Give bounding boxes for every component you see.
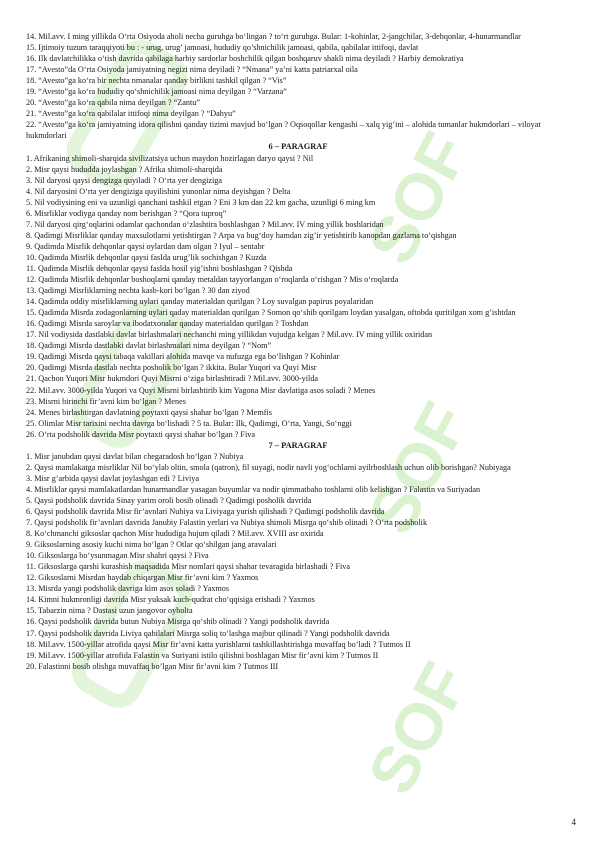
section7-question-list: [26, 451, 570, 672]
question-line: 16. Qadimgi Misrda saroylar va ibodatxonalar qanday materialdan qurilgan ? Toshdan: [26, 319, 309, 329]
question-line: 2. Qaysi mamlakatga misrliklar Nil bo‘ylab oltin, smola (qatron), fil suyagi, nodir navli yog‘ochlarni ayilrboshlash uchun olib borishgan? Nubiyaga: [26, 462, 511, 472]
question-line: 14. Kimni hukmronligi davrida Misr yuksak kuch-qudrat cho‘qqisiga erishadi ? Yaxmos: [26, 595, 315, 605]
question-line: 6. Misrliklar vodiyga qanday nom berishgan ? “Qora tuproq”: [26, 208, 227, 218]
question-line: 17. “Avesto”da O‘rta Osiyoda jamiyatning negizi nima deyiladi ? “Nmana” ya’ni katta patriarxal oila: [26, 65, 358, 75]
question-line: 6. Qaysi podsholik davrida Misr fir’avnlari Nubiya va Liviyaga yurish qilishadi ? Qadimgi podsholik davrida: [26, 507, 385, 517]
question-line: 7. Nil daryosi qirg‘oqlarini odamlar qachondan o‘zlashtira boshlashgan ? Mil.avv. IV ming yillik boshlaridan: [26, 219, 384, 229]
question-line: 16. Ilk davlatchilikka o‘tish davrida qabilaga harbiy sardorlar boshchilik qilgan boshqaruv shakli nima deyiladi ? Harbiy demokratiya: [26, 54, 464, 64]
question-line: 12. Qadimda Misrlik dehqonlar boshoqlarni qanday metaldan tayyorlangan o‘roqlarda o‘rishgan ? Mis o‘roqlarda: [26, 275, 399, 285]
question-line: 10. Qadimda Misrlik dehqonlar qaysi fasIda urug’lik sochishgan ? Kuzda: [26, 252, 267, 262]
question-line: 26. O‘rta podsholik davrida Misr poytaxti qaysi shahar bo‘lgan ? Fiva: [26, 429, 255, 439]
question-line: 5. Qaysi podsholik davrida Sinay yarim oroli bosib olinadi ? Qadimgi posholik davrida: [26, 495, 312, 505]
question-line: 2. Misr qaysi hududda joylashgan ? Afrika shimoli-sharqida: [26, 164, 223, 174]
question-line: 9. Giksoslarning asosiy kuchi nima bo‘lgan ? Otlar qo‘shilgan jang aravalari: [26, 540, 277, 550]
question-line: 4. Misrliklar qaysi mamlakatlardan hunarmandlar yasagan buyumlar va nodir qimmatbaho toshlarni olib kelishgan ? Falastin va Suriyadan: [26, 484, 481, 494]
watermark-text: SOF: [353, 650, 483, 806]
question-line: 21. “Avesto”ga ko‘ra qabilalar ittifoqi nima deyilgan ? “Dahyu”: [26, 109, 236, 119]
question-line: 15. Tabarzin nima ? Dastasi uzun jangovor oybolta: [26, 606, 193, 616]
question-line: 15. Qadimda Misrda zodagonlarning uylari qaday materialdan qurilgan ? Somon qo‘shib qorilgam loydan yasalgan, oftobda quritilgan xom g’ishtdan: [26, 308, 516, 318]
watermark-text: SOF: [353, 120, 483, 276]
watermark-text: SOF: [353, 390, 483, 546]
question-line: 15. Ijtimoiy tuzum taraqqiyoti bu : - urug, urug’ jamoasi, hududiy qo’shnichilik jamoasi, qabila, qabilalar ittifoqi, davlat: [26, 43, 419, 53]
question-line: 19. “Avesto”ga ko‘ra hududiy qo‘shnichilik jamoasi nima deyilgan ? “Varzana”: [26, 87, 287, 97]
page-number: 4: [571, 817, 576, 827]
question-line: 8. Qadimgi Misrliklar qanday maxsulotlarni yetishtirgan ? Arpa va bug‘doy hamdan zig’ir yetishtirib kanopdan gazlama to‘qishgan: [26, 230, 457, 240]
question-line: 20. “Avesto”ga ko‘ra qabila nima deyilgan ? “Zantu”: [26, 98, 200, 108]
question-line: 16. Qaysi podsholik davrida butun Nubiya Misrga qo‘shib olinadi ? Yangi podsholik davrida: [26, 617, 330, 627]
question-line: 9. Qadimda Misrlik dehqonlar qaysi oylardan dam olgan ? Iyul – sentabr: [26, 241, 265, 251]
question-line: 22. “Avesto”ga ko‘ra jamiyatning idora qilishni qanday tizimi mavjud bo‘lgan ? Oqsoqollar kengashi – xalq yig‘ini – alohida tumanlar hukmdorlari – viloyat hukmdorlari: [26, 120, 541, 141]
question-line: 25. Olimlar Misr tarixini nechta davrga bo‘lishadi ? 5 ta. Bular: Ilk, Qadimgi, O‘rta, Yangi, So‘nggi: [26, 418, 352, 428]
question-line: 13. Qadimgi Misrliklarning nechta kasb-kori bo‘lgan ? 30 dan ziyod: [26, 286, 250, 296]
question-line: 1. Afrikaning shimoli-sharqida sivilizatsiya uchun maydon hozirlagan daryo qaysi ? Nil: [26, 153, 314, 163]
question-line: 17. Nil vodiysida dastlabki davlat birlashmalari nechanchi ming yillikdan vujudga kelgan ? Mil.avv. IV ming yillik oxiridan: [26, 330, 433, 340]
question-line: 12. Giksoslarni Misrdan haydab chiqargan Misr fir’avni kim ? Yaxmos: [26, 573, 259, 583]
question-line: 23. Misrni birinchi fir’avni kim bo‘lgan ? Menes: [26, 396, 186, 406]
question-line: 11. Qadimda Misrlik dehqonlar qaysi faslda hosil yig’ishni boshlashgan ? Qishda: [26, 263, 293, 273]
question-line: 22. Mil.avv. 3000-yilda Yuqori va Quyi Misrni birlashtirib kim Yagona Misr davlatiga asos soladi ? Menes: [26, 385, 376, 395]
section-heading-6: 6 – PARAGRAF: [268, 142, 328, 152]
question-line: 19. Qadimgi Misrda qaysi tabaqa vakillari alohida mavqe va nufuzga ega bo‘lishgan ? Kohinlar: [26, 352, 340, 362]
question-line: 17. Qaysi podsholik davrida Liviya qabilalari Misrga soliq to‘lashga majbur qilinadi ? Yangi podsholik davrida: [26, 628, 390, 638]
question-line: 21. Qachon Yuqori Misr hukmdori Quyi Misrni o‘ziga birlashtiradi ? Mil.avv. 3000-yilda: [26, 374, 319, 384]
question-line: 18. “Avesto”ga ko‘ra bir nechta nmanalar qanday birlikni tashkil qilgan ? “Vis”: [26, 76, 287, 86]
section6-question-list: [26, 153, 570, 440]
question-line: 20. Qadimgi Misrda dastlab nechta posholik bo‘lgan ? ikkita. Bular Yuqori va Quyi Misr: [26, 363, 317, 373]
document-page: [26, 31, 570, 672]
section-heading-7: 7 – PARAGRAF: [268, 440, 328, 450]
question-line: 18. Mil.avv. 1500-yillar atrofida qaysi Misr fir’avni katta yurishlarni tashkillashtirishga muvaffaq bo’ladi ? Tutmos II: [26, 639, 411, 649]
question-line: 19. Mil.avv. 1500-yillar atrofida Falastin va Suriyani istilo qilishni boshlagan Misr fir’avni kim ? Tutmos II: [26, 650, 379, 660]
question-line: 14. Mil.avv. I ming yillikda O‘rta Osiyoda aholi necha guruhga bo‘lingan ? to‘rt guruhga. Bular: 1-kohinlar, 2-jangchilar, 3-dehqonlar, 4-hunarmandlar: [26, 32, 521, 41]
question-line: 20. Falastinni bosib olishga muvaffaq bo’lgan Misr fir’avni kim ? Tutmos III: [26, 661, 279, 671]
question-line: 4. Nil daryosini O‘rta yer dengiziga quyilishini yunonlar nima deyishgan ? Delta: [26, 186, 291, 196]
question-line: 14. Qadimda oddiy misrliklarning uylari qanday materialdan qurilgan ? Loy suvalgan papirus poyalaridan: [26, 297, 374, 307]
question-line: 5. Nil vodiysining eni va uzunligi qanchani tashkil etgan ? Eni 3 km dan 22 km gacha, uzunligi 6 ming km: [26, 197, 376, 207]
question-line: 7. Qaysi podsholik fir’avnlari davrida Janubiy Falastin yerlari va Nubiya shimoli Misrga qo‘shib olinadi ? O‘rta podsholik: [26, 518, 428, 528]
question-line: 8. Ko‘chmanchi giksoslar qachon Misr hududiga hujum qiladi ? Mil.avv. XVIII asr oxirida: [26, 529, 324, 539]
question-line: 10. Giksoslarga bo‘ysunmagan Misr shahri qaysi ? Fiva: [26, 551, 209, 561]
question-line: 3. Misr g’arbida qaysi davlat joylashgan edi ? Liviya: [26, 473, 200, 483]
question-line: 24. Menes birlashtirgan davlatning poytaxti qaysi shahar bo‘lgan ? Memfis: [26, 407, 272, 417]
top-question-list: [26, 31, 570, 141]
question-line: 18. Qadimgi Misrda dastlabki davlat birlashmalari nima deyilgan ? “Nom”: [26, 341, 272, 351]
question-line: 1. Misr janubdan qaysi davlat bilan chegaradosh bo‘lgan ? Nubiya: [26, 451, 244, 461]
question-line: 11. Giksoslarga qarshi kurashish maqsadida Misr nomlari qaysi shahar tevaragida birlashadi ? Fiva: [26, 562, 351, 572]
question-line: 3. Nil daryosi qaysi dengizga quyiladi ? O‘rta yer dengiziga: [26, 175, 222, 185]
question-line: 13. Misrda yangi podsholik davriga kim asos soladi ? Yaxmos: [26, 584, 230, 594]
